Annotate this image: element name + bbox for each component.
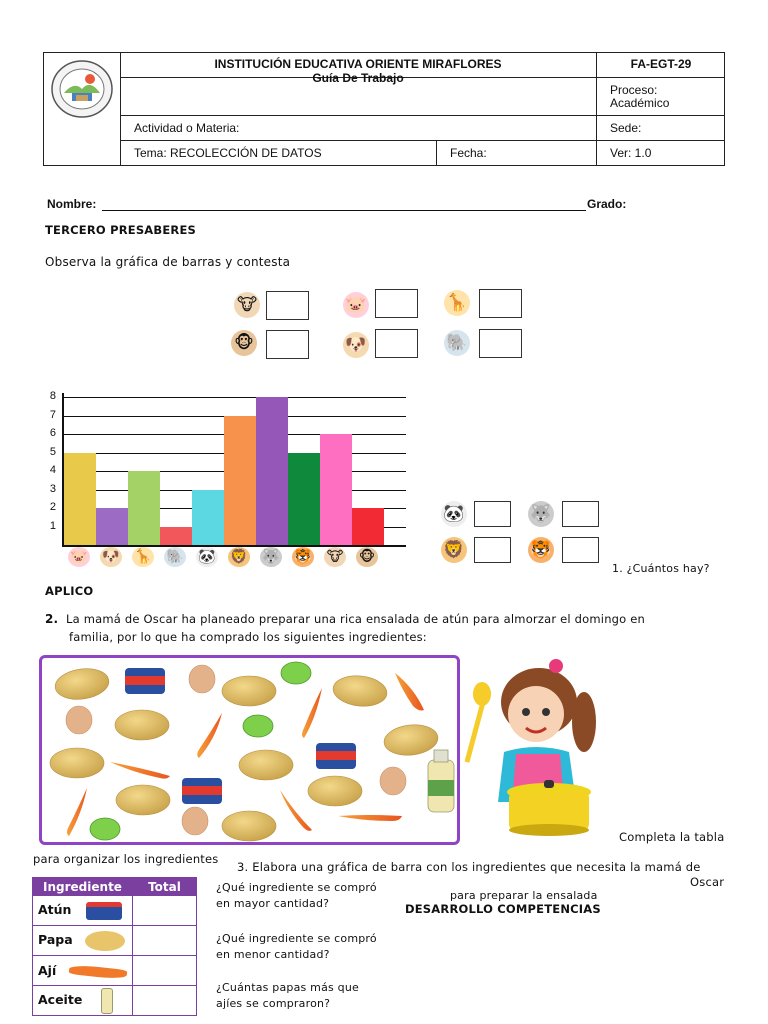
table-row — [33, 896, 197, 926]
bar-panda — [192, 490, 224, 546]
ingredient-table — [32, 877, 197, 1016]
fecha-label: Fecha: — [450, 146, 487, 160]
monkey-icon: 🐵 — [356, 547, 378, 567]
y-tick-label: 5 — [49, 445, 56, 458]
problem-text-line1: La mamá de Oscar ha planeado preparar una rica ensalada de atún para almorzar el domingo en — [66, 612, 646, 626]
process-label: Proceso: — [610, 83, 658, 97]
ingredient-cell — [33, 956, 133, 986]
ingredient-label: Atún — [38, 902, 72, 917]
y-tick-label: 3 — [49, 482, 56, 495]
y-tick-label: 1 — [49, 519, 56, 532]
giraffe-icon: 🦒 — [444, 290, 470, 316]
y-tick-label: 7 — [49, 408, 56, 421]
ingredient-cell — [33, 926, 133, 956]
competencias-title: DESARROLLO COMPETENCIAS — [405, 902, 601, 916]
table-row — [33, 926, 197, 956]
y-tick-label: 4 — [49, 464, 56, 476]
gridline — [62, 397, 406, 398]
question-line: ¿Cuántas papas más que — [216, 981, 359, 994]
oil-bottle-icon — [101, 988, 113, 1014]
answer-box-monkey[interactable] — [266, 330, 309, 359]
dog-icon: 🐶 — [100, 547, 122, 567]
elephant-icon: 🐘 — [444, 330, 470, 356]
cow-icon: 🐮 — [234, 292, 260, 318]
giraffe-icon: 🦒 — [132, 547, 154, 567]
ingredients-illustration — [42, 658, 457, 842]
ingredient-label: Papa — [38, 932, 73, 947]
bar-cow — [320, 434, 352, 545]
question-1: 1. ¿Cuántos hay? — [612, 562, 710, 575]
pig-icon: 🐷 — [343, 292, 369, 318]
girl-cooking-illustration — [464, 652, 624, 837]
lion-icon: 🦁 — [441, 537, 467, 563]
answer-box-tiger[interactable] — [562, 537, 599, 563]
answer-box-giraffe[interactable] — [479, 289, 522, 318]
question-line: ajíes se compraron? — [216, 997, 331, 1010]
name-label: Nombre: — [47, 197, 97, 211]
section-title-presaberes: TERCERO PRESABERES — [45, 223, 197, 237]
total-input-atun[interactable] — [133, 896, 197, 926]
bar-wolf — [256, 397, 288, 545]
question-line: en mayor cantidad? — [216, 897, 330, 910]
bar-dog — [96, 508, 128, 545]
total-header: Total — [133, 878, 197, 896]
ingredient-label: Ají — [38, 963, 57, 978]
pig-icon: 🐷 — [68, 547, 90, 567]
question-line: ¿Qué ingrediente se compró — [216, 932, 377, 945]
table-row — [33, 986, 197, 1016]
grade-label: Grado: — [587, 197, 627, 211]
bar-lion — [224, 416, 256, 546]
form-code: FA-EGT-29 — [630, 57, 692, 71]
monkey-icon: 🐵 — [231, 330, 257, 356]
bar-elephant — [160, 527, 192, 546]
total-input-aceite[interactable] — [133, 986, 197, 1016]
elephant-icon: 🐘 — [164, 547, 186, 567]
chart-instruction: Observa la gráfica de barras y contesta — [45, 255, 291, 269]
bar-monkey — [352, 508, 384, 545]
question-menor — [216, 931, 402, 963]
total-input-papa[interactable] — [133, 926, 197, 956]
answer-box-lion[interactable] — [474, 537, 511, 563]
answer-box-cow[interactable] — [266, 291, 309, 320]
total-input-aji[interactable] — [133, 956, 197, 986]
wolf-icon: 🐺 — [260, 547, 282, 567]
tuna-can-icon — [86, 902, 122, 920]
question-diferencia — [216, 980, 402, 1012]
bar-giraffe — [128, 471, 160, 545]
ingredient-cell — [33, 986, 133, 1016]
process-value: Académico — [610, 96, 670, 110]
organize-text: para organizar los ingredientes — [33, 852, 219, 866]
answer-box-pig[interactable] — [375, 289, 418, 318]
activity-label: Actividad o Materia: — [134, 121, 240, 135]
bar-tiger — [288, 453, 320, 546]
problem-text-line2: familia, por lo que ha comprado los siguientes ingredientes: — [69, 630, 427, 644]
potato-icon — [85, 931, 125, 951]
question-line: ¿Qué ingrediente se compró — [216, 881, 377, 894]
question-line: en menor cantidad? — [216, 948, 330, 961]
tema-label: Tema: RECOLECCIÓN DE DATOS — [134, 146, 322, 160]
item-number-2: 2. — [45, 612, 59, 626]
ingredient-cell — [33, 896, 133, 926]
header-table — [43, 52, 725, 166]
elabora-text-line2: Oscar — [690, 875, 725, 889]
ingredient-label: Aceite — [38, 992, 83, 1007]
answer-box-wolf[interactable] — [562, 501, 599, 527]
bar-pig — [64, 453, 96, 546]
y-tick-label: 2 — [49, 501, 56, 513]
tiger-icon: 🐯 — [528, 537, 554, 563]
sede-label: Sede: — [610, 121, 642, 135]
answer-box-elephant[interactable] — [479, 329, 522, 358]
chili-icon — [68, 963, 127, 979]
answer-box-dog[interactable] — [375, 329, 418, 358]
panda-icon: 🐼 — [441, 501, 467, 527]
institution-title: INSTITUCIÓN EDUCATIVA ORIENTE MIRAFLORES — [214, 57, 502, 71]
table-row — [33, 956, 197, 986]
question-mayor — [216, 880, 402, 912]
ingredients-picture — [39, 655, 460, 845]
lion-icon: 🦁 — [228, 547, 250, 567]
y-tick-label: 6 — [49, 427, 56, 439]
ingredient-header: Ingrediente — [33, 878, 133, 896]
tiger-icon: 🐯 — [292, 547, 314, 567]
guide-subtitle: Guía De Trabajo — [312, 71, 404, 85]
name-field[interactable] — [102, 210, 586, 211]
y-tick-label: 8 — [49, 390, 56, 402]
prepare-text: para preparar la ensalada — [450, 889, 598, 902]
answer-box-panda[interactable] — [474, 501, 511, 527]
section-title-aplico: APLICO — [45, 584, 94, 598]
school-logo — [50, 59, 114, 119]
elabora-text-line1: 3. Elabora una gráfica de barra con los ingredientes que necesita la mamá de — [237, 860, 701, 874]
complete-table-text: Completa la tabla — [619, 830, 725, 844]
panda-icon: 🐼 — [196, 547, 218, 567]
dog-icon: 🐶 — [343, 332, 369, 358]
wolf-icon: 🐺 — [528, 501, 554, 527]
cow-icon: 🐮 — [324, 547, 346, 567]
version-label: Ver: 1.0 — [610, 146, 652, 160]
